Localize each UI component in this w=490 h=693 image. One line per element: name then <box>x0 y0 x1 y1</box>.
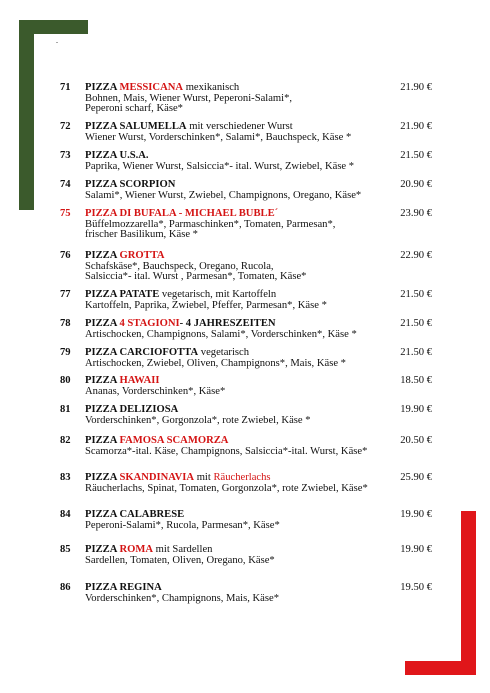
item-title-line <box>85 376 432 387</box>
item-body <box>85 180 432 201</box>
item-title-line <box>85 405 432 416</box>
menu-item <box>60 436 432 457</box>
item-price: 21.50 € <box>400 318 432 329</box>
menu-item <box>60 290 432 311</box>
item-price: 22.90 € <box>400 250 432 261</box>
item-body <box>85 290 432 311</box>
item-name: PIZZA SALUMELLA <box>85 121 187 132</box>
item-body <box>85 405 432 426</box>
item-name: PIZZA <box>85 544 117 555</box>
item-title <box>85 318 276 329</box>
item-description: Peperoni-Salami*, Rucola, Parmesan*, Käse* <box>85 519 280 531</box>
item-name-highlight: GROTTA <box>119 250 165 261</box>
item-title-line <box>85 436 432 447</box>
item-name-highlight: FAMOSA SCAMORZA <box>119 435 229 446</box>
item-price: 19.90 € <box>400 509 432 520</box>
item-number: 73 <box>60 150 71 161</box>
menu-item <box>60 348 432 369</box>
item-description: Wiener Wurst, Vorderschinken*, Salami*, Bauchspeck, Käse * <box>85 131 352 143</box>
item-price: 19.90 € <box>400 404 432 415</box>
item-description: Büffelmozzarella*, Parmaschinken*, Tomaten, Parmesan*, <box>85 218 336 230</box>
item-price: 21.90 € <box>400 82 432 93</box>
item-description-2: Peperoni scharf, Käse* <box>85 103 183 114</box>
item-title-line <box>85 180 432 191</box>
item-title <box>85 82 183 93</box>
item-price: 19.90 € <box>400 544 432 555</box>
item-body <box>85 583 432 604</box>
item-description: Vorderschinken*, Champignons, Mais, Käse* <box>85 592 279 604</box>
item-price: 20.90 € <box>400 179 432 190</box>
item-price: 20.50 € <box>400 435 432 446</box>
item-name-highlight: HAWAII <box>119 375 160 386</box>
item-title <box>85 121 187 132</box>
item-subtitle: vegetarisch, mit Kartoffeln <box>161 289 277 300</box>
item-name: PIZZA REGINA <box>85 582 162 593</box>
item-subtitle: mexikanisch <box>185 82 240 93</box>
item-body <box>85 348 432 369</box>
item-number: 78 <box>60 318 71 329</box>
item-title-line <box>85 348 432 359</box>
item-title-line <box>85 545 432 556</box>
item-description: Vorderschinken*, Gorgonzola*, rote Zwiebel, Käse * <box>85 414 311 426</box>
item-price: 18.50 € <box>400 375 432 386</box>
item-title-line <box>85 290 432 301</box>
item-name: PIZZA DI BUFALA - MICHAEL BUBLE´ <box>85 208 279 219</box>
item-title <box>85 347 198 358</box>
menu-item <box>60 376 432 397</box>
item-description-2: Salsiccia*- ital. Wurst , Parmesan*, Tomaten, Käse* <box>85 271 307 282</box>
item-number: 79 <box>60 347 71 358</box>
menu-item <box>60 510 432 531</box>
item-subtitle: mit Sardellen <box>155 544 213 555</box>
item-title-line <box>85 151 432 162</box>
menu-item <box>60 83 432 115</box>
item-description: Kartoffeln, Paprika, Zwiebel, Pfeffer, Parmesan*, Käse * <box>85 299 327 311</box>
menu-item <box>60 319 432 340</box>
item-price: 23.90 € <box>400 208 432 219</box>
item-description: Sardellen, Tomaten, Oliven, Oregano, Käse* <box>85 554 275 566</box>
item-title <box>85 509 184 520</box>
menu-item <box>60 209 432 241</box>
item-name: PIZZA <box>85 435 117 446</box>
item-number: 85 <box>60 544 71 555</box>
menu-item <box>60 251 432 283</box>
item-title-line <box>85 122 432 133</box>
item-title-line <box>85 319 432 330</box>
item-price: 21.50 € <box>400 347 432 358</box>
menu-item <box>60 151 432 172</box>
item-price: 21.50 € <box>400 289 432 300</box>
item-title <box>85 208 278 219</box>
decorative-dot: . <box>56 36 58 45</box>
item-body <box>85 151 432 172</box>
item-description: Scamorza*-ital. Käse, Champignons, Salsiccia*-ital. Wurst, Käse* <box>85 445 368 457</box>
item-name: PIZZA U.S.A. <box>85 150 149 161</box>
item-description: Schafskäse*, Bauchspeck, Oregano, Rucola, <box>85 260 274 272</box>
item-title <box>85 435 228 446</box>
item-name: PIZZA SCORPION <box>85 179 176 190</box>
item-title <box>85 250 165 261</box>
item-body <box>85 376 432 397</box>
item-title <box>85 472 194 483</box>
item-price: 21.90 € <box>400 121 432 132</box>
item-price: 21.50 € <box>400 150 432 161</box>
item-title <box>85 375 159 386</box>
item-number: 86 <box>60 582 71 593</box>
item-description: Ananas, Vorderschinken*, Käse* <box>85 385 226 397</box>
item-title <box>85 289 159 300</box>
item-description: Räucherlachs, Spinat, Tomaten, Gorgonzola*, rote Zwiebel, Käse* <box>85 482 368 494</box>
menu-item <box>60 180 432 201</box>
item-description: Artischocken, Zwiebel, Oliven, Champignons*, Mais, Käse * <box>85 357 346 369</box>
item-body <box>85 83 432 115</box>
item-title-line <box>85 83 432 94</box>
item-name-tail: - 4 JAHRESZEITEN <box>179 318 276 329</box>
item-name-highlight: SKANDINAVIA <box>119 472 195 483</box>
item-title <box>85 544 153 555</box>
item-number: 72 <box>60 121 71 132</box>
item-name: PIZZA <box>85 250 117 261</box>
item-number: 77 <box>60 289 71 300</box>
item-name: PIZZA <box>85 82 117 93</box>
item-body <box>85 251 432 283</box>
item-body <box>85 209 432 241</box>
item-description: Bohnen, Mais, Wiener Wurst, Peperoni-Salami*, <box>85 92 293 104</box>
item-description-2: frischer Basilikum, Käse * <box>85 229 198 240</box>
item-subtitle: mit <box>196 472 211 483</box>
item-number: 71 <box>60 82 71 93</box>
item-name: PIZZA CARCIOFOTTA <box>85 347 199 358</box>
item-number: 83 <box>60 472 71 483</box>
item-title-line <box>85 510 432 521</box>
item-title-line <box>85 209 432 220</box>
item-title-line <box>85 583 432 594</box>
item-subtitle: vegetarisch <box>200 347 250 358</box>
item-number: 80 <box>60 375 71 386</box>
item-name-highlight: 4 STAGIONI <box>119 318 180 329</box>
item-name-highlight: MESSICANA <box>119 82 184 93</box>
item-description: Paprika, Wiener Wurst, Salsiccia*- ital. Wurst, Zwiebel, Käse * <box>85 160 355 172</box>
item-title-line <box>85 251 432 262</box>
item-title <box>85 179 175 190</box>
item-name: PIZZA <box>85 375 117 386</box>
item-price: 19.50 € <box>400 582 432 593</box>
item-body <box>85 122 432 143</box>
item-description: Salami*, Wiener Wurst, Zwiebel, Champignons, Oregano, Käse* <box>85 189 362 201</box>
item-number: 76 <box>60 250 71 261</box>
item-description: Artischocken, Champignons, Salami*, Vorderschinken*, Käse * <box>85 328 357 340</box>
item-number: 75 <box>60 208 71 219</box>
item-number: 84 <box>60 509 71 520</box>
item-body <box>85 473 432 494</box>
item-subtitle-highlight: Räucherlachs <box>213 472 271 483</box>
item-body <box>85 436 432 457</box>
item-number: 81 <box>60 404 71 415</box>
item-title <box>85 582 162 593</box>
item-body <box>85 545 432 566</box>
item-name: PIZZA CALABRESE <box>85 509 185 520</box>
item-title <box>85 404 178 415</box>
item-title-line <box>85 473 432 484</box>
menu-item <box>60 473 432 494</box>
menu-item <box>60 405 432 426</box>
menu-item <box>60 122 432 143</box>
item-price: 25.90 € <box>400 472 432 483</box>
item-body <box>85 319 432 340</box>
item-name: PIZZA <box>85 472 117 483</box>
item-number: 82 <box>60 435 71 446</box>
menu-item <box>60 545 432 566</box>
item-name: PIZZA <box>85 318 117 329</box>
menu-item <box>60 583 432 604</box>
item-body <box>85 510 432 531</box>
item-name-highlight: ROMA <box>119 544 153 555</box>
item-name: PIZZA DELIZIOSA <box>85 404 179 415</box>
item-subtitle: mit verschiedener Wurst <box>189 121 293 132</box>
item-number: 74 <box>60 179 71 190</box>
item-name: PIZZA PATATE <box>85 289 160 300</box>
item-title <box>85 150 149 161</box>
